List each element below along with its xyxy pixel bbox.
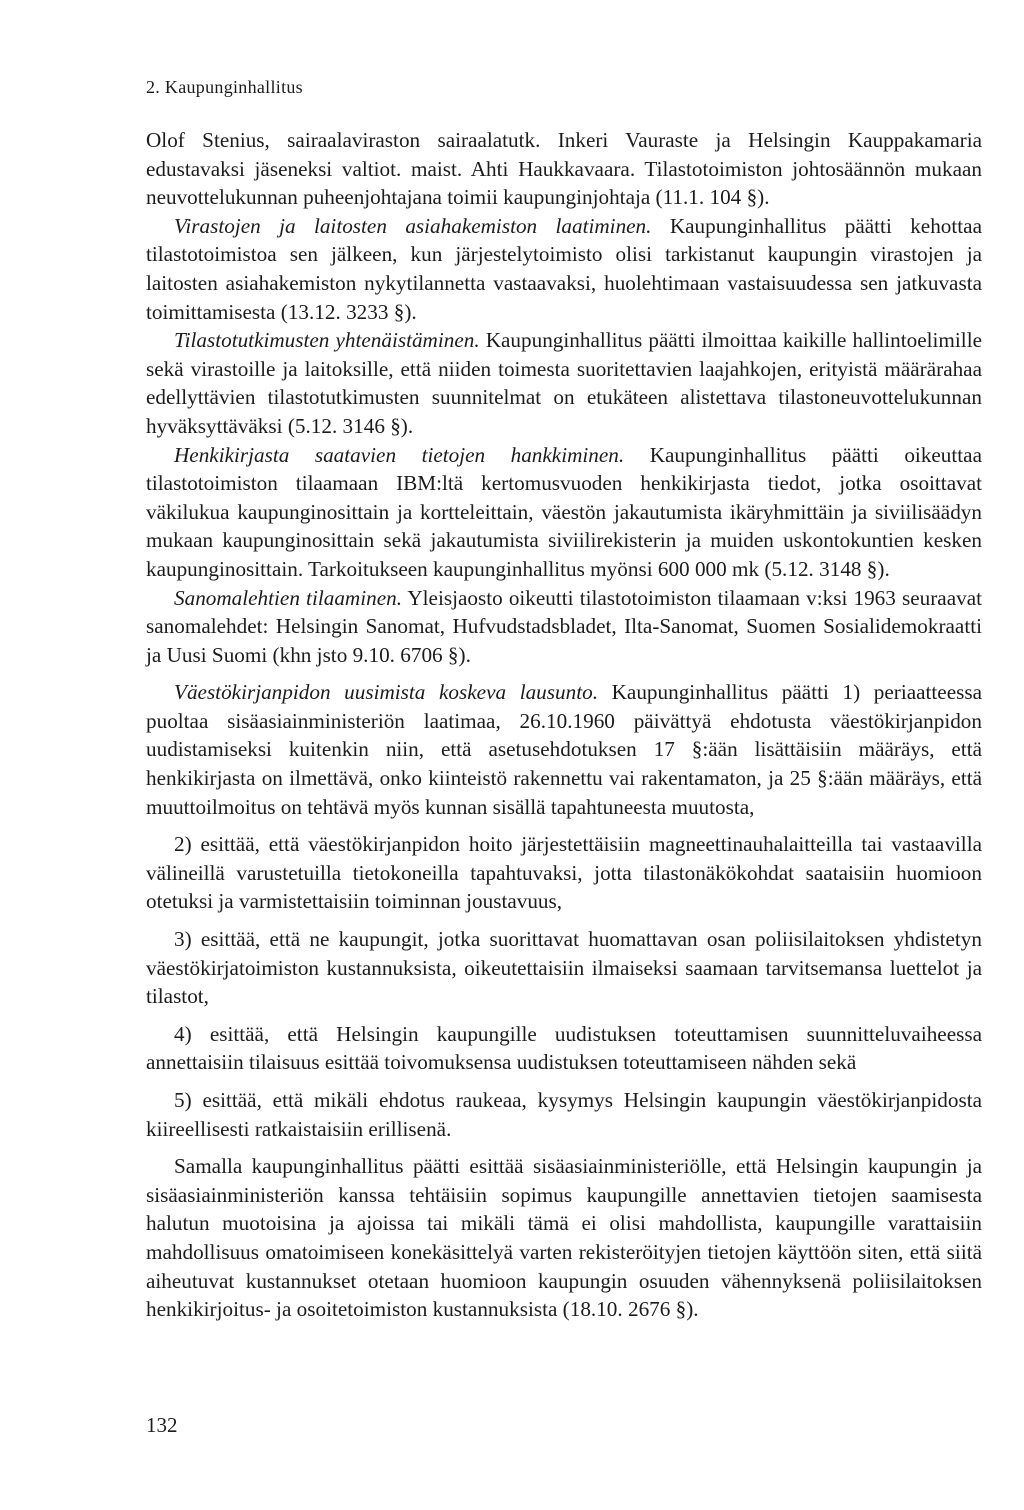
paragraph-item-4 bbox=[146, 1020, 982, 1077]
paragraph-heading: Henkikirjasta saatavien tietojen hankkiminen. bbox=[174, 442, 625, 467]
paragraph-text: Kaupunginhallitus päätti oikeuttaa tilastotoimiston tilaamaan IBM:ltä kertomusvuoden henkikirjasta tiedot, jotka osoittavat väkilukua kaupunginosittain ja kortteleittain, väestön jakautumista ikäryhmittäin ja siviilisäädyn mukaan kaupunginosittain sekä jakautumista siviilirekisterin ja muiden uskontokuntien kesken kaupunginosittain. Tarkoitukseen kaupunginhallitus myönsi 600 000 mk (5.12. 3148 §). bbox=[146, 442, 982, 581]
paragraph-heading: Tilastotutkimusten yhtenäistäminen. bbox=[174, 328, 480, 353]
paragraph-sanomalehdet bbox=[146, 584, 982, 670]
paragraph-text: Kaupunginhallitus päätti ilmoittaa kaikille hallintoelimille sekä virastoille ja laitoksille, että niiden toimesta suoritettavien laajahkojen, erityistä määrärahaa edellyttävien tilastotutkimusten suunnitelmat on etukäteen alistettava tilastoneuvottelukunnan hyväksyttäväksi (5.12. 3146 §). bbox=[146, 328, 982, 438]
paragraph-heading: Virastojen ja laitosten asiahakemiston laatiminen. bbox=[174, 213, 652, 238]
paragraph-heading: Sanomalehtien tilaaminen. bbox=[174, 585, 402, 610]
paragraph-text: Yleisjaosto oikeutti tilastotoimiston tilaamaan v:ksi 1963 seuraavat sanomalehdet: Helsingin Sanomat, Hufvudstadsbladet, Ilta-Sanomat, Suomen Sosialidemokraatti ja Uusi Suomi (khn jsto 9.10. 6706 §). bbox=[146, 585, 982, 667]
paragraph-text: 2) esittää, että väestökirjanpidon hoito järjestettäisiin magneettinauhalaitteilla tai vastaavilla välineillä varustetuilla tietokoneilla tapahtuvaksi, jotta tilastonäkökohdat saataisiin huomioon otetuksi ja varmistettaisiin toiminnan joustavuus, bbox=[146, 832, 982, 914]
paragraph-text: Olof Stenius, sairaalaviraston sairaalatutk. Inkeri Vauraste ja Helsingin Kauppakamaria edustavaksi jäseneksi valtiot. maist. Ahti Haukkavaara. Tilastotoimiston johtosäännön mukaan neuvottelukunnan puheenjohtajana toimii kaupunginjohtaja (11.1. 104 §). bbox=[146, 128, 982, 210]
paragraph-henkikirja bbox=[146, 441, 982, 584]
paragraph-heading: Väestökirjanpidon uusimista koskeva lausunto. bbox=[174, 680, 598, 705]
page-number: 132 bbox=[146, 1413, 178, 1437]
document-page bbox=[146, 0, 982, 1510]
paragraph-item-5 bbox=[146, 1086, 982, 1143]
paragraph-text: Samalla kaupunginhallitus päätti esittää sisäasiainministeriölle, että Helsingin kaupungin ja sisäasiainministeriön kanssa tehtäisiin sopimus kaupungille annettavien tietojen saamisesta halutun muotoisina ja ajoissa tai mikäli tämä ei olisi mahdollista, kaupungille varattaisiin mahdollisuus omatoimiseen konekäsittelyä varten rekisteröityjen tietojen käyttöön siten, että siitä aiheutuvat kustannukset otetaan huomioon kaupungin osuuden vähennyksenä poliisilaitoksen henkikirjoitus- ja osoitetoimiston kustannuksista (18.10. 2676 §). bbox=[146, 1154, 982, 1322]
paragraph-text: 3) esittää, että ne kaupungit, jotka suorittavat huomattavan osan poliisilaitoksen yhdistetyn väestökirjatoimiston kustannuksista, oikeutettaisiin ilmaiseksi saamaan tarvitsemansa luettelot ja tilastot, bbox=[146, 927, 982, 1009]
paragraph-text: Kaupunginhallitus päätti 1) periaatteessa puoltaa sisäasiainministeriön laatimaa, 26.10.1960 päivättyä ehdotusta väestökirjanpidon uudistamiseksi kuitenkin niin, että asetusehdotuksen 17 §:ään lisättäisiin määräys, että henkikirjasta on ilmettävä, onko kiinteistö rakennettu vai rakentamaton, ja 25 §:ään määräys, että muuttoilmoitus on tehtävä myös kunnan sisällä tapahtuneesta muutosta, bbox=[146, 680, 982, 819]
paragraph-asiahakemisto bbox=[146, 212, 982, 326]
body-text bbox=[146, 126, 982, 1324]
paragraph-item-3 bbox=[146, 925, 982, 1011]
paragraph-vaestokirjanpito bbox=[146, 678, 982, 821]
paragraph-text: 5) esittää, että mikäli ehdotus raukeaa, kysymys Helsingin kaupungin väestökirjanpidosta kiireellisesti ratkaistaisiin erillisenä. bbox=[146, 1088, 982, 1141]
paragraph-samalla bbox=[146, 1152, 982, 1324]
paragraph-item-2 bbox=[146, 830, 982, 916]
paragraph-text: Kaupunginhallitus päätti kehottaa tilastotoimistoa sen jälkeen, kun järjestelytoimisto olisi tarkistanut kaupungin virastojen ja laitosten asiahakemiston nykytilannetta vastaavaksi, huolehtimaan vastaisuudessa sen jatkuvasta toimittamisesta (13.12. 3233 §). bbox=[146, 213, 982, 324]
paragraph-text: 4) esittää, että Helsingin kaupungille uudistuksen toteuttamisen suunnitteluvaiheessa annettaisiin tilaisuus esittää toivomuksensa uudistuksen toteuttamiseen nähden sekä bbox=[146, 1021, 982, 1075]
paragraph-continuation bbox=[146, 126, 982, 212]
running-head: 2. Kaupunginhallitus bbox=[146, 77, 303, 97]
paragraph-tilastotutkimukset bbox=[146, 326, 982, 440]
